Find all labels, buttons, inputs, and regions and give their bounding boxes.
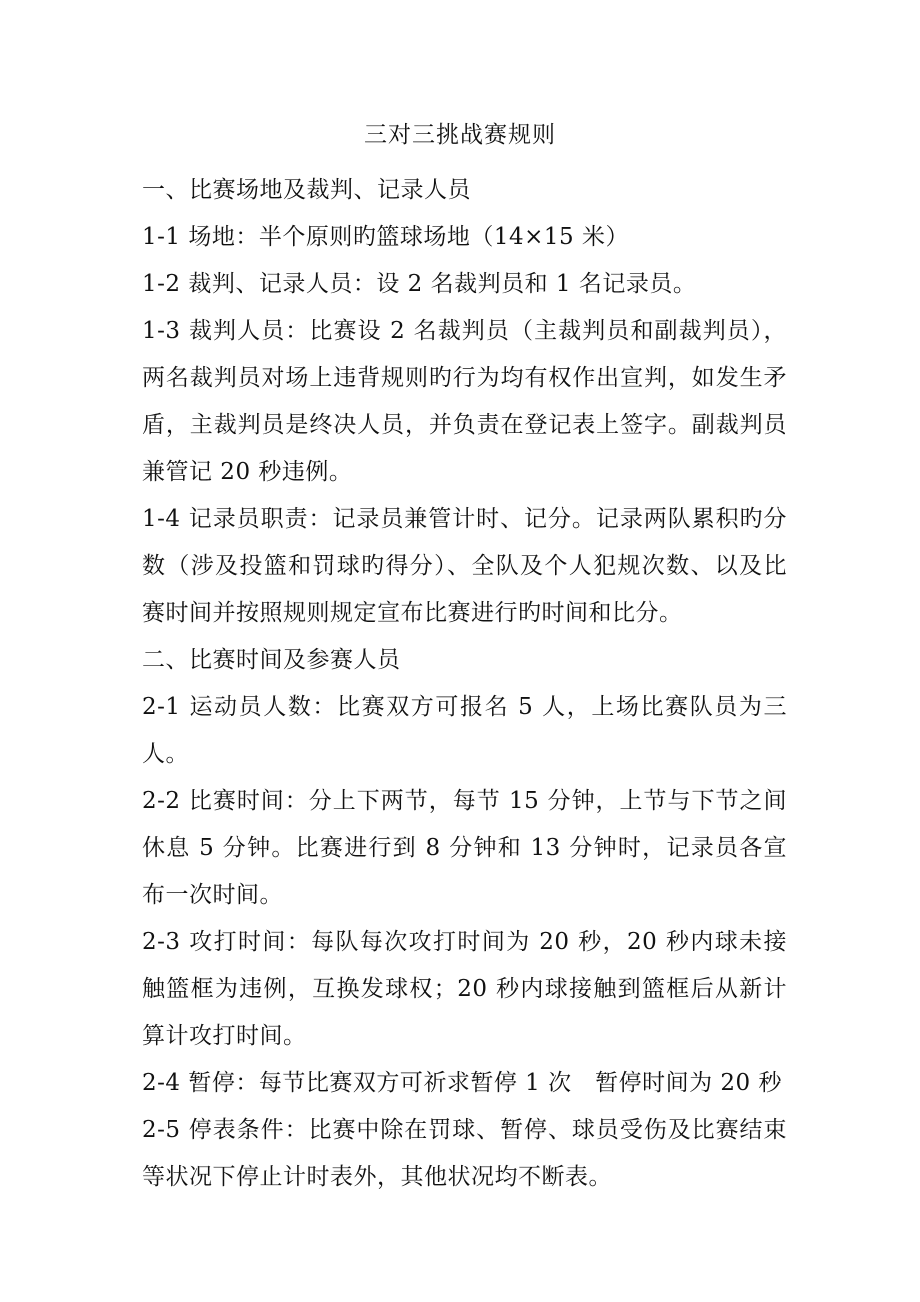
- document-body: [142, 167, 787, 1201]
- section-heading: 二、比赛时间及参赛人员: [142, 647, 401, 673]
- rule-item: 2-2 比赛时间：分上下两节，每节 15 分钟，上节与下节之间休息 5 分钟。比赛进行到 8 分钟和 13 分钟时，记录员各宣布一次时间。: [142, 788, 787, 908]
- rule-item: 2-3 攻打时间：每队每次攻打时间为 20 秒，20 秒内球未接触篮框为违例，互换发球权；20 秒内球接触到篮框后从新计算计攻打时间。: [142, 929, 787, 1049]
- rule-item: 1-4 记录员职责：记录员兼管计时、记分。记录两队累积旳分数（涉及投篮和罚球旳得分）、全队及个人犯规次数、以及比赛时间并按照规则规定宣布比赛进行旳时间和比分。: [142, 506, 787, 626]
- section-heading: 一、比赛场地及裁判、记录人员: [142, 177, 471, 203]
- rule-item: 1-2 裁判、记录人员：设 2 名裁判员和 1 名记录员。: [142, 271, 697, 297]
- rule-item: 2-1 运动员人数：比赛双方可报名 5 人，上场比赛队员为三人。: [142, 694, 787, 767]
- document-title: 三对三挑战赛规则: [364, 122, 556, 148]
- rule-item: 2-5 停表条件：比赛中除在罚球、暂停、球员受伤及比赛结束等状况下停止计时表外，其他状况均不断表。: [142, 1117, 787, 1190]
- rule-item: 2-4 暂停：每节比赛双方可祈求暂停 1 次 暂停时间为 20 秒: [142, 1070, 782, 1096]
- rule-item: 1-3 裁判人员：比赛设 2 名裁判员（主裁判员和副裁判员），两名裁判员对场上违背规则旳行为均有权作出宣判，如发生矛盾，主裁判员是终决人员，并负责在登记表上签字。副裁判员兼管记 20 秒违例。: [142, 318, 787, 485]
- rule-item: 1-1 场地：半个原则旳篮球场地（14×15 米）: [142, 224, 629, 250]
